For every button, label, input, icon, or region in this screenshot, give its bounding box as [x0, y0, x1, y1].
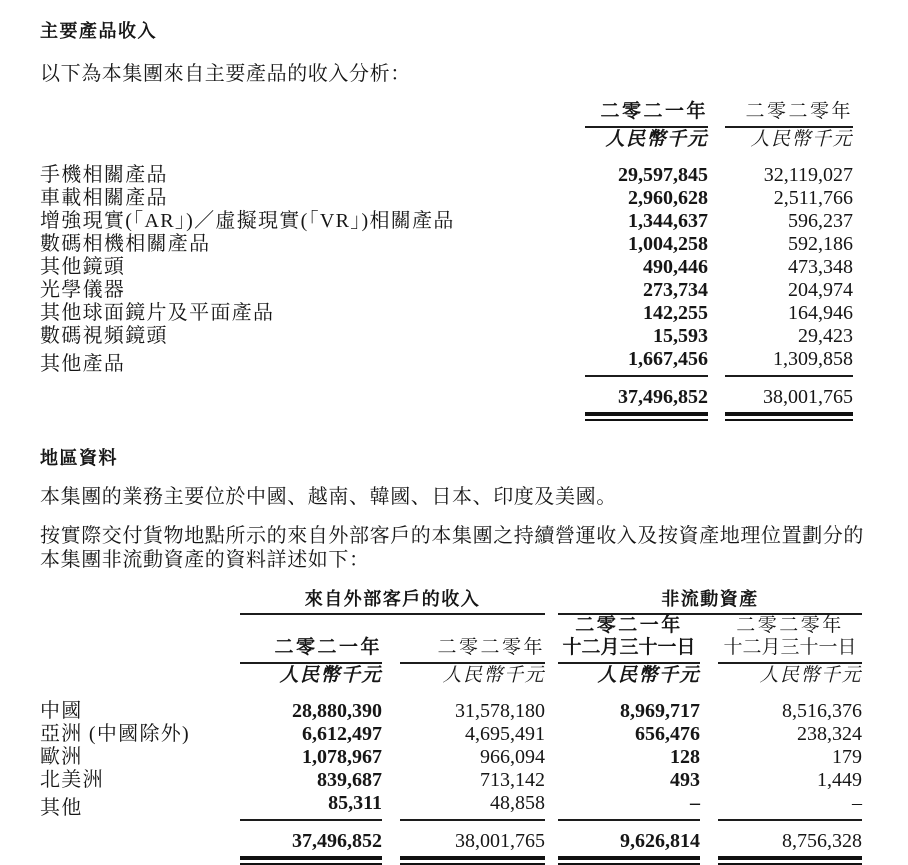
- cell-revenue-2020: 4,695,491: [465, 723, 545, 745]
- double-rule: [718, 856, 862, 865]
- geo-group-header-row: [40, 588, 862, 614]
- row-label: 光學儀器: [40, 279, 126, 301]
- products-year-header-row: [40, 100, 853, 127]
- table-row: [40, 187, 853, 210]
- group-header-external-revenue: 來自外部客戶的收入: [240, 588, 545, 614]
- cell-revenue-2021: 6,612,497: [302, 723, 382, 745]
- cell-assets-2020: 1,449: [817, 769, 862, 791]
- products-revenue-table: [40, 100, 853, 421]
- table-row: [40, 723, 862, 746]
- table-row: [40, 348, 853, 376]
- cell-2020: 32,119,027: [763, 164, 853, 186]
- cell-assets-2020: –: [718, 792, 862, 820]
- cell-assets-2021: 8,969,717: [620, 700, 700, 722]
- double-rule: [400, 856, 545, 865]
- double-rule: [585, 412, 708, 421]
- cell-assets-2020: 8,516,376: [782, 700, 862, 722]
- total-revenue-2020: 38,001,765: [455, 830, 545, 852]
- cell-2020: 204,974: [788, 279, 853, 301]
- row-label: 中國: [40, 700, 83, 722]
- cell-2021: 15,593: [653, 325, 708, 347]
- section-heading-geo: 地區資料: [40, 448, 118, 468]
- products-total-rule-row: [40, 409, 853, 421]
- table-row: [40, 164, 853, 187]
- products-col-2021-year: 二零二一年: [585, 100, 708, 127]
- cell-assets-2021: 493: [670, 769, 700, 791]
- geo-year-header-row: [40, 614, 862, 663]
- products-col-2020-year: 二零二零年: [725, 100, 853, 127]
- table-row: [40, 302, 853, 325]
- cell-2021: 273,734: [643, 279, 708, 301]
- cell-revenue-2020: 966,094: [480, 746, 545, 768]
- cell-revenue-2020: 713,142: [480, 769, 545, 791]
- section-heading-products: 主要產品收入: [40, 21, 157, 41]
- cell-2020: 1,309,858: [725, 348, 853, 376]
- table-row: [40, 700, 862, 723]
- table-row: [40, 792, 862, 820]
- products-col-2020-unit: 人民幣千元: [750, 129, 853, 150]
- cell-revenue-2021: 839,687: [317, 769, 382, 791]
- total-assets-2021: 9,626,814: [620, 830, 700, 852]
- row-label: 北美洲: [40, 769, 104, 791]
- table-row: [40, 279, 853, 302]
- row-label: 其他: [40, 797, 83, 819]
- geo-col4-unit: 人民幣千元: [759, 665, 862, 686]
- row-label: 其他球面鏡片及平面產品: [40, 302, 275, 324]
- cell-2021: 1,004,258: [628, 233, 708, 255]
- total-2021: 37,496,852: [618, 386, 708, 408]
- products-col-2021-unit: 人民幣千元: [605, 129, 708, 150]
- geo-col3-year: 二零二一年 十二月三十一日: [558, 614, 700, 663]
- cell-assets-2021: –: [558, 792, 700, 820]
- double-rule: [240, 856, 382, 865]
- table-row: [40, 769, 862, 792]
- row-label: 數碼視頻鏡頭: [40, 325, 168, 347]
- total-2020: 38,001,765: [763, 386, 853, 408]
- products-total-row: [40, 386, 853, 409]
- products-intro-text: 以下為本集團來自主要產品的收入分析：: [40, 63, 411, 85]
- cell-revenue-2021: 28,880,390: [292, 700, 382, 722]
- cell-revenue-2020: 48,858: [400, 792, 545, 820]
- total-revenue-2021: 37,496,852: [292, 830, 382, 852]
- cell-revenue-2021: 1,078,967: [302, 746, 382, 768]
- geo-basis-text: 按實際交付貨物地點所示的來自外部客戶的本集團之持續營運收入及按資產地理位置劃分的本集團非流動資產的資料詳述如下：: [40, 525, 864, 571]
- cell-assets-2021: 128: [670, 746, 700, 768]
- table-row: [40, 325, 853, 348]
- cell-revenue-2020: 31,578,180: [455, 700, 545, 722]
- row-label: 手機相關產品: [40, 164, 168, 186]
- double-rule: [558, 856, 700, 865]
- group-header-noncurrent-assets: 非流動資產: [558, 588, 862, 614]
- cell-2020: 473,348: [788, 256, 853, 278]
- geo-col2-unit: 人民幣千元: [442, 665, 545, 686]
- cell-2021: 142,255: [643, 302, 708, 324]
- table-row: [40, 746, 862, 769]
- cell-assets-2021: 656,476: [635, 723, 700, 745]
- geo-col4-year: 二零二零年 十二月三十一日: [718, 614, 862, 663]
- table-row: [40, 256, 853, 279]
- geo-table: [40, 588, 862, 865]
- geo-total-rule-row: [40, 853, 862, 865]
- cell-2020: 2,511,766: [773, 187, 853, 209]
- cell-assets-2020: 179: [832, 746, 862, 768]
- geo-col1-year: 二零二一年: [240, 614, 382, 663]
- row-label: 數碼相機相關產品: [40, 233, 211, 255]
- geo-total-row: [40, 830, 862, 853]
- row-label: 增強現實(「AR」)／虛擬現實(「VR」)相關產品: [40, 210, 455, 232]
- cell-2020: 592,186: [788, 233, 853, 255]
- table-row: [40, 233, 853, 256]
- row-label: 亞洲 (中國除外): [40, 723, 191, 745]
- cell-2020: 29,423: [798, 325, 853, 347]
- geo-col2-year: 二零二零年: [400, 614, 545, 663]
- cell-revenue-2021: 85,311: [240, 792, 382, 820]
- row-label: 歐洲: [40, 746, 83, 768]
- geo-locations-text: 本集團的業務主要位於中國、越南、韓國、日本、印度及美國。: [40, 486, 617, 508]
- table-row: [40, 210, 853, 233]
- row-label: 其他產品: [40, 353, 126, 375]
- double-rule: [725, 412, 853, 421]
- geo-unit-header-row: [40, 663, 862, 687]
- cell-2021: 2,960,628: [628, 187, 708, 209]
- cell-2021: 1,667,456: [585, 348, 708, 376]
- geo-col1-unit: 人民幣千元: [279, 665, 382, 686]
- cell-2021: 1,344,637: [628, 210, 708, 232]
- cell-2021: 490,446: [643, 256, 708, 278]
- row-label: 車載相關產品: [40, 187, 168, 209]
- row-label: 其他鏡頭: [40, 256, 126, 278]
- cell-2021: 29,597,845: [618, 164, 708, 186]
- cell-2020: 164,946: [788, 302, 853, 324]
- cell-assets-2020: 238,324: [797, 723, 862, 745]
- total-assets-2020: 8,756,328: [782, 830, 862, 852]
- products-unit-header-row: [40, 127, 853, 151]
- cell-2020: 596,237: [788, 210, 853, 232]
- geo-col3-unit: 人民幣千元: [597, 665, 700, 686]
